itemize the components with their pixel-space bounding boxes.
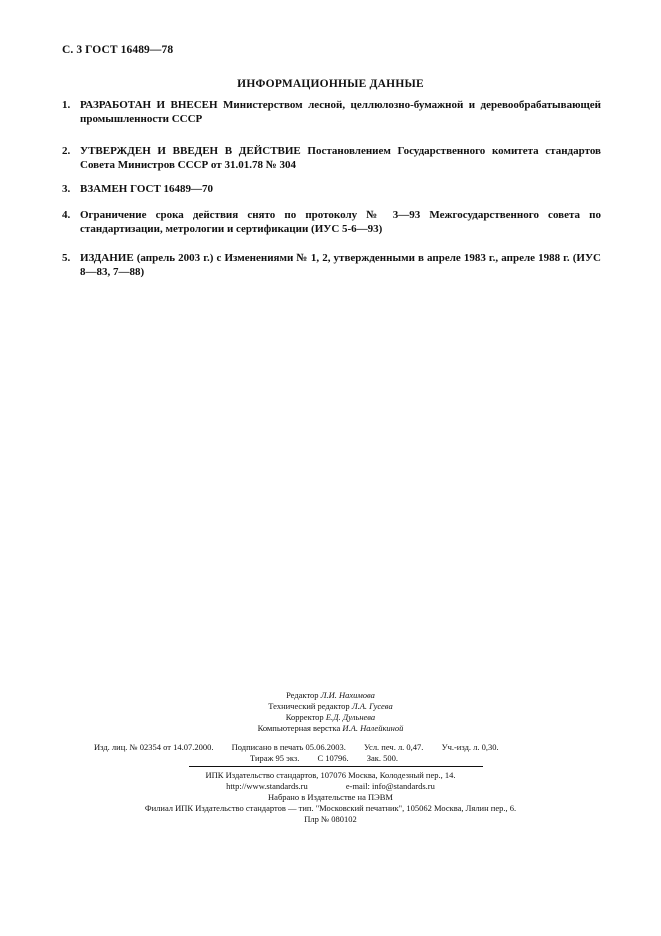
item-lead: ВЗАМЕН ГОСТ 16489—70 xyxy=(80,183,214,195)
publisher-address: ИПК Издательство стандартов, 107076 Москва, Колодезный пер., 14. xyxy=(205,770,456,780)
print-sheets-text: Усл. печ. л. 0,47. xyxy=(364,742,424,752)
item-lead: УТВЕРЖДЕН И ВВЕДЕН В ДЕЙСТВИЕ xyxy=(80,145,301,157)
item-number: 4. xyxy=(62,209,71,221)
item-lead: ИЗДАНИЕ xyxy=(80,252,134,264)
publication-line-2 xyxy=(250,753,414,764)
item-text xyxy=(62,98,601,126)
circulation-text: Тираж 95 экз. xyxy=(250,753,300,763)
item-rest: Постановлением Государственного комитета стандартов Совета Министров СССР от 31.01.78 № 304 xyxy=(80,145,601,171)
item-text xyxy=(62,208,601,236)
typeset-note: Набрано в Издательстве на ПЭВМ xyxy=(268,792,393,802)
item-number: 2. xyxy=(62,145,71,157)
info-item-1 xyxy=(62,98,601,126)
credit-role: Редактор xyxy=(286,690,319,700)
credit-corrector xyxy=(0,712,661,723)
item-text xyxy=(62,182,601,196)
divider-rule xyxy=(189,766,483,767)
credit-person: Л.И. Нахимова xyxy=(320,690,375,700)
item-number: 5. xyxy=(62,252,71,264)
info-item-4 xyxy=(62,208,601,236)
pub-sheets-text: Уч.-изд. л. 0,30. xyxy=(441,742,499,752)
item-text xyxy=(62,251,601,279)
credit-layout xyxy=(0,723,661,734)
credit-person: Л.А. Гусева xyxy=(351,701,393,711)
item-rest: Ограничение срока действия снято по протоколу № 3—93 Межгосударственного совета по стандартизации, метрологии и сертификации (ИУС 5-6—93) xyxy=(80,209,601,235)
credit-role: Компьютерная верстка xyxy=(257,723,341,733)
item-lead: РАЗРАБОТАН И ВНЕСЕН xyxy=(80,99,218,111)
info-item-2 xyxy=(62,144,601,172)
publication-line-1 xyxy=(94,742,515,753)
info-item-5 xyxy=(62,251,601,279)
item-rest: Министерством лесной, целлюлозно-бумажной и деревообрабатывающей промышленности СССР xyxy=(80,99,602,125)
item-number: 3. xyxy=(62,183,71,195)
license-text: Изд. лиц. № 02354 от 14.07.2000. xyxy=(94,742,214,752)
credit-role: Корректор xyxy=(285,712,324,722)
credit-person: Е.Д. Дульнева xyxy=(325,712,376,722)
credit-person: И.А. Налейкиной xyxy=(342,723,404,733)
plr-number: Плр № 080102 xyxy=(304,814,357,824)
footer-block xyxy=(0,770,661,825)
email-text: e-mail: info@standards.ru xyxy=(345,781,435,791)
credit-editor xyxy=(0,690,661,701)
page-header: С. 3 ГОСТ 16489—78 xyxy=(62,44,174,56)
web-contacts xyxy=(0,781,661,792)
signed-text: Подписано в печать 05.06.2003. xyxy=(231,742,346,752)
website-text: http://www.standards.ru xyxy=(226,781,308,791)
credits-block xyxy=(0,690,661,734)
c-code-text: С 10796. xyxy=(317,753,349,763)
credit-role: Технический редактор xyxy=(268,701,350,711)
credit-tech-editor xyxy=(0,701,661,712)
info-item-3 xyxy=(62,182,601,196)
order-text: Зак. 500. xyxy=(366,753,399,763)
branch-address: Филиал ИПК Издательство стандартов — тип. "Московский печатник", 105062 Москва, Лялин пер., 6. xyxy=(144,803,517,813)
section-title: ИНФОРМАЦИОННЫЕ ДАННЫЕ xyxy=(237,78,424,90)
item-number: 1. xyxy=(62,99,71,111)
item-rest: (апрель 2003 г.) с Изменениями № 1, 2, утвержденными в апреле 1983 г., апреле 1988 г. (ИУС 8—83, 7—88) xyxy=(80,252,601,278)
item-text xyxy=(62,144,601,172)
